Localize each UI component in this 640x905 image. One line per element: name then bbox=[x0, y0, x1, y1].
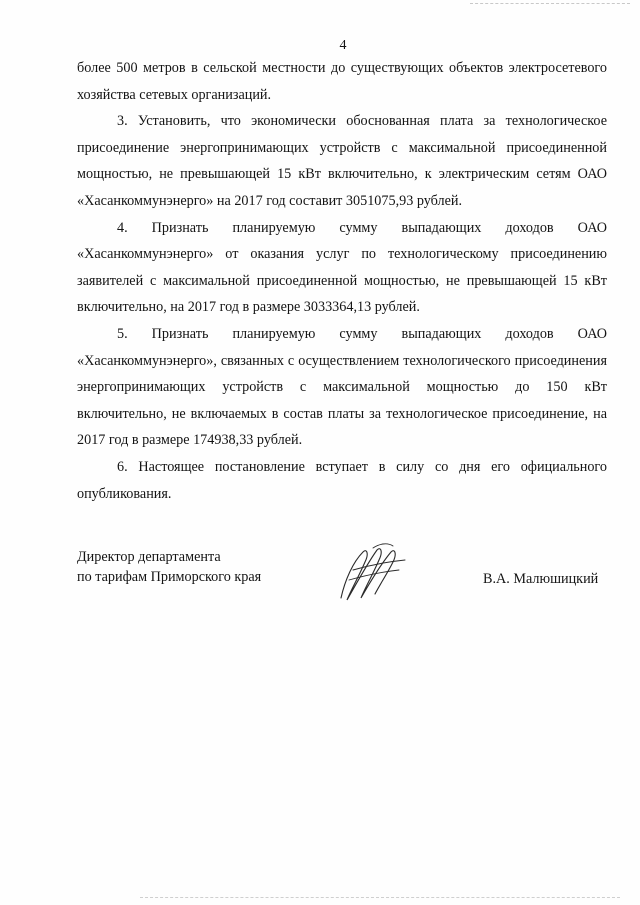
signatory-name: В.А. Малюшицкий bbox=[483, 571, 599, 587]
paragraph-5: 5. Признать планируемую сумму выпадающих доходов ОАО «Хасанкоммунэнерго», связанных с осуществлением технологического присоединения энергопринимающих устройств с максимальной мощностью до 150 кВт включительно, не включаемых в состав платы за технологическое присоединение, на 2017 год в размере 174938,33 рублей. bbox=[77, 325, 607, 449]
paragraph-continuation: более 500 метров в сельской местности до существующих объектов электросетевого хозяйства сетевых организаций. bbox=[77, 60, 607, 103]
paragraph-4: 4. Признать планируемую сумму выпадающих доходов ОАО «Хасанкоммунэнерго» от оказания услуг по технологическому присоединению заявителей с максимальной присоединенной мощностью, не превышающей 15 кВт включительно, на 2017 год в размере 3033364,13 рублей. bbox=[77, 219, 607, 316]
signatory-position bbox=[77, 547, 261, 587]
scan-edge-top bbox=[470, 3, 630, 4]
paragraph-3: 3. Установить, что экономически обоснованная плата за технологическое присоединение энергопринимающих устройств с максимальной присоединенной мощностью, не превышающей 15 кВт включительно, к электрическим сетям ОАО «Хасанкоммунэнерго» на 2017 год составит 3051075,93 рублей. bbox=[77, 113, 607, 209]
signatory-position-line2: по тарифам Приморского края bbox=[77, 569, 262, 585]
scan-edge-bottom bbox=[140, 897, 620, 898]
handwritten-signature bbox=[333, 540, 413, 610]
document-body bbox=[77, 55, 607, 507]
paragraph-6: 6. Настоящее постановление вступает в силу со дня его официального опубликования. bbox=[77, 458, 607, 502]
signatory-position-line1: Директор департамента bbox=[77, 549, 221, 565]
page-number: 4 bbox=[339, 38, 347, 53]
